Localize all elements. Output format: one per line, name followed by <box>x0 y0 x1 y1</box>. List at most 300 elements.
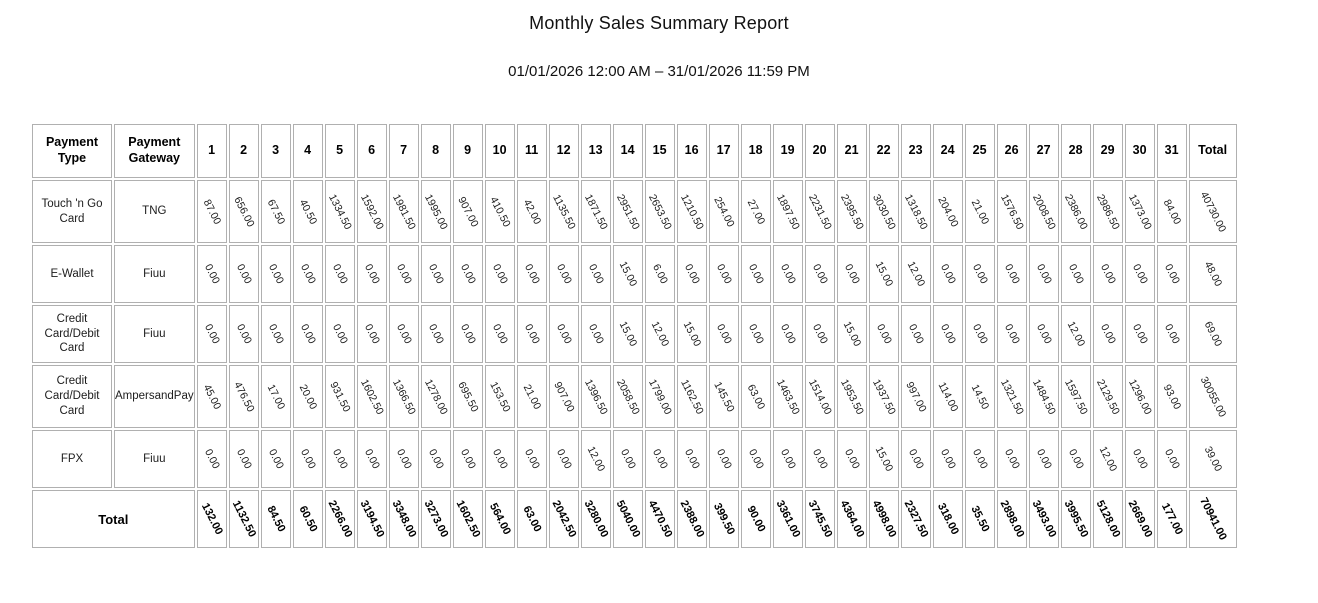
header-day-6: 6 <box>357 124 387 178</box>
total-cell-day-22-value: 4998.00 <box>869 498 898 540</box>
report-title: Monthly Sales Summary Report <box>529 13 789 33</box>
value-cell-day-24 <box>933 305 963 363</box>
value-cell-day-21 <box>837 305 867 363</box>
value-cell-day-31 <box>1157 365 1187 428</box>
value-cell-day-11-value: 0.00 <box>521 447 542 471</box>
value-cell-day-3-value: 17.00 <box>264 382 287 411</box>
total-cell-day-18-value: 90.00 <box>744 504 768 534</box>
total-cell-day-25 <box>965 490 995 548</box>
total-cell-day-22 <box>869 490 899 548</box>
value-cell-day-18-value: 0.00 <box>745 322 766 346</box>
value-cell-day-24 <box>933 430 963 488</box>
value-cell-day-6-value: 0.00 <box>361 322 382 346</box>
table-body <box>32 180 1237 548</box>
value-cell-day-13-value: 1396.50 <box>581 376 610 417</box>
total-cell-day-16 <box>677 490 707 548</box>
value-cell-day-7 <box>389 180 419 243</box>
value-cell-day-29-value: 0.00 <box>1097 322 1118 346</box>
value-cell-day-4-value: 40.50 <box>296 197 319 226</box>
value-cell-day-5 <box>325 245 355 303</box>
value-cell-day-6 <box>357 180 387 243</box>
table-row <box>32 180 1237 243</box>
value-cell-day-3 <box>261 305 291 363</box>
value-cell-day-18 <box>741 430 771 488</box>
value-cell-day-23 <box>901 180 931 243</box>
value-cell-day-8 <box>421 430 451 488</box>
value-cell-day-25-value: 0.00 <box>969 447 990 471</box>
value-cell-day-12 <box>549 365 579 428</box>
value-cell-day-28-value: 1597.50 <box>1061 376 1090 417</box>
value-cell-day-10-value: 0.00 <box>489 262 510 286</box>
value-cell-day-16 <box>677 365 707 428</box>
value-cell-day-9-value: 695.50 <box>454 379 481 414</box>
value-cell-day-22 <box>869 365 899 428</box>
value-cell-day-22 <box>869 305 899 363</box>
value-cell-day-27 <box>1029 365 1059 428</box>
value-cell-day-1-value: 0.00 <box>201 322 222 346</box>
total-cell-day-28 <box>1061 490 1091 548</box>
value-cell-day-29 <box>1093 305 1123 363</box>
value-cell-day-4 <box>293 180 323 243</box>
value-cell-day-28-value: 2386.00 <box>1061 191 1090 232</box>
value-cell-day-21-value: 2395.50 <box>837 191 866 232</box>
payment-type-cell: E-Wallet <box>32 245 112 303</box>
value-cell-day-27 <box>1029 245 1059 303</box>
value-cell-day-11-value: 0.00 <box>521 262 542 286</box>
value-cell-day-20-value: 0.00 <box>809 447 830 471</box>
header-day-23: 23 <box>901 124 931 178</box>
value-cell-day-9 <box>453 245 483 303</box>
value-cell-day-29 <box>1093 245 1123 303</box>
value-cell-day-5-value: 931.50 <box>326 379 353 414</box>
value-cell-day-30-value: 0.00 <box>1129 447 1150 471</box>
value-cell-day-9-value: 0.00 <box>457 262 478 286</box>
value-cell-day-26 <box>997 365 1027 428</box>
value-cell-day-5-value: 0.00 <box>329 322 350 346</box>
total-cell-day-25-value: 35.50 <box>968 504 992 534</box>
header-day-7: 7 <box>389 124 419 178</box>
total-cell-day-12-value: 2042.50 <box>549 498 578 540</box>
total-cell-day-1-value: 132.00 <box>198 501 225 537</box>
value-cell-day-8-value: 0.00 <box>425 262 446 286</box>
value-cell-day-19 <box>773 305 803 363</box>
header-day-9: 9 <box>453 124 483 178</box>
value-cell-day-18-value: 0.00 <box>745 262 766 286</box>
value-cell-day-17-value: 254.00 <box>710 194 737 229</box>
value-cell-day-13 <box>581 180 611 243</box>
value-cell-day-13 <box>581 430 611 488</box>
value-cell-day-24-value: 0.00 <box>937 322 958 346</box>
value-cell-day-20-value: 2231.50 <box>805 191 834 232</box>
value-cell-day-31 <box>1157 245 1187 303</box>
value-cell-day-3-value: 0.00 <box>265 262 286 286</box>
value-cell-day-4-value: 0.00 <box>297 447 318 471</box>
value-cell-day-9-value: 0.00 <box>457 447 478 471</box>
value-cell-day-14-value: 0.00 <box>617 447 638 471</box>
value-cell-day-12-value: 907.00 <box>550 379 577 414</box>
header-day-31: 31 <box>1157 124 1187 178</box>
value-cell-day-1 <box>197 245 227 303</box>
value-cell-day-5 <box>325 365 355 428</box>
payment-gateway-cell: Fiuu <box>114 305 195 363</box>
value-cell-day-16-value: 0.00 <box>681 262 702 286</box>
value-cell-day-17 <box>709 305 739 363</box>
value-cell-day-25-value: 0.00 <box>969 262 990 286</box>
value-cell-day-13-value: 0.00 <box>585 322 606 346</box>
value-cell-day-30-value: 1296.00 <box>1125 376 1154 417</box>
payment-gateway-cell: Fiuu <box>114 430 195 488</box>
total-cell-day-8-value: 3273.00 <box>421 498 450 540</box>
total-cell-day-13-value: 3280.00 <box>581 498 610 540</box>
value-cell-day-3-value: 67.50 <box>264 197 287 226</box>
value-cell-day-23-value: 12.00 <box>904 259 927 289</box>
value-cell-day-6-value: 0.00 <box>361 262 382 286</box>
value-cell-day-14 <box>613 245 643 303</box>
total-cell-day-19 <box>773 490 803 548</box>
value-cell-day-13-value: 12.00 <box>584 444 607 474</box>
value-cell-day-7 <box>389 245 419 303</box>
payment-type-cell: FPX <box>32 430 112 488</box>
header-day-12: 12 <box>549 124 579 178</box>
value-cell-day-8 <box>421 180 451 243</box>
value-cell-day-17 <box>709 245 739 303</box>
total-cell-day-20 <box>805 490 835 548</box>
table-header <box>32 124 1237 178</box>
payment-gateway-cell: TNG <box>114 180 195 243</box>
value-cell-day-15-value: 12.00 <box>648 319 671 349</box>
value-cell-day-9 <box>453 365 483 428</box>
value-cell-day-10 <box>485 245 515 303</box>
value-cell-day-5-value: 0.00 <box>329 262 350 286</box>
value-cell-day-12 <box>549 430 579 488</box>
value-cell-day-28 <box>1061 365 1091 428</box>
value-cell-day-26-value: 1321.50 <box>997 376 1026 417</box>
value-cell-day-7-value: 0.00 <box>393 262 414 286</box>
value-cell-day-20 <box>805 365 835 428</box>
value-cell-day-11-value: 0.00 <box>521 322 542 346</box>
table-row <box>32 305 1237 363</box>
header-day-29: 29 <box>1093 124 1123 178</box>
value-cell-day-25-value: 14.50 <box>968 382 991 411</box>
value-cell-day-27-value: 2008.50 <box>1029 191 1058 232</box>
value-cell-day-16 <box>677 245 707 303</box>
value-cell-day-8-value: 1995.00 <box>421 191 450 232</box>
value-cell-day-4-value: 0.00 <box>297 322 318 346</box>
value-cell-day-25 <box>965 365 995 428</box>
value-cell-day-23 <box>901 365 931 428</box>
value-cell-day-7 <box>389 430 419 488</box>
total-cell-day-19-value: 3361.00 <box>773 498 802 540</box>
total-cell-day-17 <box>709 490 739 548</box>
value-cell-day-13 <box>581 365 611 428</box>
header-day-10: 10 <box>485 124 515 178</box>
value-cell-day-2-value: 0.00 <box>233 262 254 286</box>
value-cell-day-27-value: 1484.50 <box>1029 376 1058 417</box>
value-cell-day-13 <box>581 245 611 303</box>
row-total-cell <box>1189 180 1237 243</box>
total-cell-day-9-value: 1602.50 <box>453 498 482 540</box>
value-cell-day-28-value: 12.00 <box>1064 319 1087 349</box>
total-cell-day-3 <box>261 490 291 548</box>
value-cell-day-1-value: 0.00 <box>201 447 222 471</box>
value-cell-day-30-value: 1373.00 <box>1125 191 1154 232</box>
value-cell-day-28-value: 0.00 <box>1065 447 1086 471</box>
total-cell-day-7 <box>389 490 419 548</box>
value-cell-day-6-value: 1602.50 <box>357 376 386 417</box>
value-cell-day-22 <box>869 245 899 303</box>
value-cell-day-9 <box>453 430 483 488</box>
total-cell-day-5 <box>325 490 355 548</box>
header-row <box>32 124 1237 178</box>
value-cell-day-21 <box>837 430 867 488</box>
value-cell-day-31-value: 0.00 <box>1161 322 1182 346</box>
value-cell-day-27-value: 0.00 <box>1033 262 1054 286</box>
total-cell-day-6-value: 3194.50 <box>357 498 386 540</box>
value-cell-day-2-value: 0.00 <box>233 322 254 346</box>
value-cell-day-4-value: 0.00 <box>297 262 318 286</box>
report-date-range: 01/01/2026 12:00 AM – 31/01/2026 11:59 PM <box>508 63 810 80</box>
total-cell-day-15-value: 4470.50 <box>645 498 674 540</box>
value-cell-day-26-value: 0.00 <box>1001 447 1022 471</box>
value-cell-day-1 <box>197 365 227 428</box>
value-cell-day-18 <box>741 305 771 363</box>
value-cell-day-28 <box>1061 245 1091 303</box>
total-cell-day-23 <box>901 490 931 548</box>
value-cell-day-10 <box>485 180 515 243</box>
value-cell-day-26 <box>997 180 1027 243</box>
total-cell-day-4 <box>293 490 323 548</box>
value-cell-day-1-value: 0.00 <box>201 262 222 286</box>
value-cell-day-22 <box>869 430 899 488</box>
value-cell-day-4 <box>293 430 323 488</box>
value-cell-day-14 <box>613 305 643 363</box>
value-cell-day-2 <box>229 305 259 363</box>
value-cell-day-11 <box>517 430 547 488</box>
total-cell-day-27 <box>1029 490 1059 548</box>
value-cell-day-24-value: 0.00 <box>937 262 958 286</box>
value-cell-day-3 <box>261 430 291 488</box>
value-cell-day-17 <box>709 430 739 488</box>
value-cell-day-2 <box>229 180 259 243</box>
value-cell-day-7 <box>389 305 419 363</box>
value-cell-day-22-value: 0.00 <box>873 322 894 346</box>
value-cell-day-26 <box>997 305 1027 363</box>
value-cell-day-15-value: 1799.00 <box>645 376 674 417</box>
value-cell-day-15 <box>645 365 675 428</box>
total-cell-day-31-value: 177.00 <box>1158 501 1185 537</box>
value-cell-day-11-value: 21.00 <box>520 382 543 411</box>
total-cell-day-21-value: 4364.00 <box>837 498 866 540</box>
total-cell-day-24 <box>933 490 963 548</box>
value-cell-day-3-value: 0.00 <box>265 447 286 471</box>
value-cell-day-10 <box>485 365 515 428</box>
table-row <box>32 245 1237 303</box>
header-day-16: 16 <box>677 124 707 178</box>
value-cell-day-20 <box>805 180 835 243</box>
value-cell-day-27 <box>1029 430 1059 488</box>
value-cell-day-22-value: 3030.50 <box>869 191 898 232</box>
value-cell-day-13 <box>581 305 611 363</box>
total-cell-day-24-value: 318.00 <box>934 501 961 537</box>
value-cell-day-31-value: 0.00 <box>1161 447 1182 471</box>
value-cell-day-21-value: 15.00 <box>840 319 863 349</box>
value-cell-day-17-value: 145.50 <box>710 379 737 414</box>
value-cell-day-14-value: 2058.50 <box>613 376 642 417</box>
value-cell-day-19-value: 1897.50 <box>773 191 802 232</box>
value-cell-day-29-value: 2986.50 <box>1093 191 1122 232</box>
value-cell-day-16 <box>677 430 707 488</box>
value-cell-day-25 <box>965 305 995 363</box>
total-cell-day-14 <box>613 490 643 548</box>
header-day-11: 11 <box>517 124 547 178</box>
value-cell-day-12-value: 0.00 <box>553 322 574 346</box>
total-cell-day-11 <box>517 490 547 548</box>
value-cell-day-23-value: 1318.50 <box>901 191 930 232</box>
value-cell-day-12 <box>549 180 579 243</box>
value-cell-day-25 <box>965 180 995 243</box>
table-row <box>32 430 1237 488</box>
value-cell-day-5-value: 0.00 <box>329 447 350 471</box>
value-cell-day-18 <box>741 180 771 243</box>
total-cell-day-13 <box>581 490 611 548</box>
value-cell-day-19 <box>773 430 803 488</box>
header-day-25: 25 <box>965 124 995 178</box>
total-cell-day-18 <box>741 490 771 548</box>
value-cell-day-27 <box>1029 180 1059 243</box>
value-cell-day-8 <box>421 305 451 363</box>
total-cell-day-4-value: 60.50 <box>296 504 320 534</box>
value-cell-day-14 <box>613 180 643 243</box>
value-cell-day-26 <box>997 430 1027 488</box>
value-cell-day-18-value: 27.00 <box>744 197 767 226</box>
value-cell-day-6 <box>357 365 387 428</box>
value-cell-day-17 <box>709 365 739 428</box>
total-cell-day-26 <box>997 490 1027 548</box>
value-cell-day-7 <box>389 365 419 428</box>
total-cell-day-29-value: 5128.00 <box>1093 498 1122 540</box>
value-cell-day-18-value: 0.00 <box>745 447 766 471</box>
total-cell-day-26-value: 2898.00 <box>997 498 1026 540</box>
value-cell-day-2 <box>229 430 259 488</box>
value-cell-day-27-value: 0.00 <box>1033 447 1054 471</box>
value-cell-day-15 <box>645 305 675 363</box>
value-cell-day-17 <box>709 180 739 243</box>
header-payment-gateway: Payment Gateway <box>114 124 195 178</box>
value-cell-day-20-value: 1514.00 <box>805 376 834 417</box>
value-cell-day-2-value: 656.00 <box>230 194 257 229</box>
value-cell-day-28 <box>1061 430 1091 488</box>
value-cell-day-15 <box>645 245 675 303</box>
value-cell-day-31-value: 93.00 <box>1160 382 1183 411</box>
value-cell-day-29-value: 12.00 <box>1096 444 1119 474</box>
header-day-13: 13 <box>581 124 611 178</box>
header-day-27: 27 <box>1029 124 1059 178</box>
value-cell-day-28 <box>1061 305 1091 363</box>
value-cell-day-14 <box>613 430 643 488</box>
value-cell-day-9 <box>453 305 483 363</box>
value-cell-day-2-value: 476.50 <box>230 379 257 414</box>
total-cell-day-2 <box>229 490 259 548</box>
value-cell-day-29 <box>1093 365 1123 428</box>
value-cell-day-3 <box>261 365 291 428</box>
value-cell-day-7-value: 0.00 <box>393 447 414 471</box>
row-total-cell <box>1189 430 1237 488</box>
value-cell-day-22 <box>869 180 899 243</box>
value-cell-day-1-value: 87.00 <box>200 197 223 226</box>
value-cell-day-10-value: 0.00 <box>489 447 510 471</box>
row-total-cell <box>1189 365 1237 428</box>
total-row <box>32 490 1237 548</box>
value-cell-day-7-value: 1366.50 <box>389 376 418 417</box>
value-cell-day-1-value: 45.00 <box>200 382 223 411</box>
value-cell-day-19-value: 0.00 <box>777 447 798 471</box>
value-cell-day-9-value: 0.00 <box>457 322 478 346</box>
header-day-17: 17 <box>709 124 739 178</box>
table-row <box>32 365 1237 428</box>
total-cell-day-16-value: 2388.00 <box>677 498 706 540</box>
value-cell-day-9 <box>453 180 483 243</box>
total-cell-day-29 <box>1093 490 1123 548</box>
row-total-cell-value: 40730.00 <box>1197 189 1228 234</box>
value-cell-day-10-value: 0.00 <box>489 322 510 346</box>
header-payment-type: Payment Type <box>32 124 112 178</box>
value-cell-day-24 <box>933 180 963 243</box>
value-cell-day-15-value: 0.00 <box>649 447 670 471</box>
total-cell-day-27-value: 3493.00 <box>1029 498 1058 540</box>
payment-type-cell: Credit Card/Debit Card <box>32 305 112 363</box>
value-cell-day-13-value: 1871.50 <box>581 191 610 232</box>
value-cell-day-20 <box>805 305 835 363</box>
value-cell-day-31 <box>1157 305 1187 363</box>
value-cell-day-18 <box>741 245 771 303</box>
total-cell-day-10-value: 564.00 <box>486 501 513 537</box>
value-cell-day-30 <box>1125 305 1155 363</box>
value-cell-day-16 <box>677 180 707 243</box>
value-cell-day-17-value: 0.00 <box>713 262 734 286</box>
value-cell-day-19 <box>773 245 803 303</box>
header-day-28: 28 <box>1061 124 1091 178</box>
value-cell-day-11 <box>517 180 547 243</box>
total-cell-day-8 <box>421 490 451 548</box>
value-cell-day-6 <box>357 305 387 363</box>
value-cell-day-14 <box>613 365 643 428</box>
header-total: Total <box>1189 124 1237 178</box>
value-cell-day-31-value: 84.00 <box>1160 197 1183 226</box>
value-cell-day-24-value: 114.00 <box>935 379 961 414</box>
value-cell-day-8 <box>421 365 451 428</box>
value-cell-day-30 <box>1125 245 1155 303</box>
value-cell-day-24-value: 204.00 <box>934 194 961 229</box>
value-cell-day-23-value: 0.00 <box>905 322 926 346</box>
grand-total-cell <box>1189 490 1237 548</box>
value-cell-day-15-value: 2653.50 <box>645 191 674 232</box>
header-day-21: 21 <box>837 124 867 178</box>
header-day-3: 3 <box>261 124 291 178</box>
row-total-cell-value: 30055.00 <box>1197 374 1228 419</box>
header-day-30: 30 <box>1125 124 1155 178</box>
total-cell-day-21 <box>837 490 867 548</box>
value-cell-day-28-value: 0.00 <box>1065 262 1086 286</box>
value-cell-day-11 <box>517 365 547 428</box>
value-cell-day-25-value: 0.00 <box>969 322 990 346</box>
value-cell-day-10 <box>485 430 515 488</box>
total-cell-day-7-value: 3348.00 <box>389 498 418 540</box>
payment-gateway-cell: AmpersandPay <box>114 365 195 428</box>
total-cell-day-3-value: 84.50 <box>264 504 288 534</box>
value-cell-day-20-value: 0.00 <box>809 262 830 286</box>
header-day-22: 22 <box>869 124 899 178</box>
total-cell-day-28-value: 3995.50 <box>1061 498 1090 540</box>
